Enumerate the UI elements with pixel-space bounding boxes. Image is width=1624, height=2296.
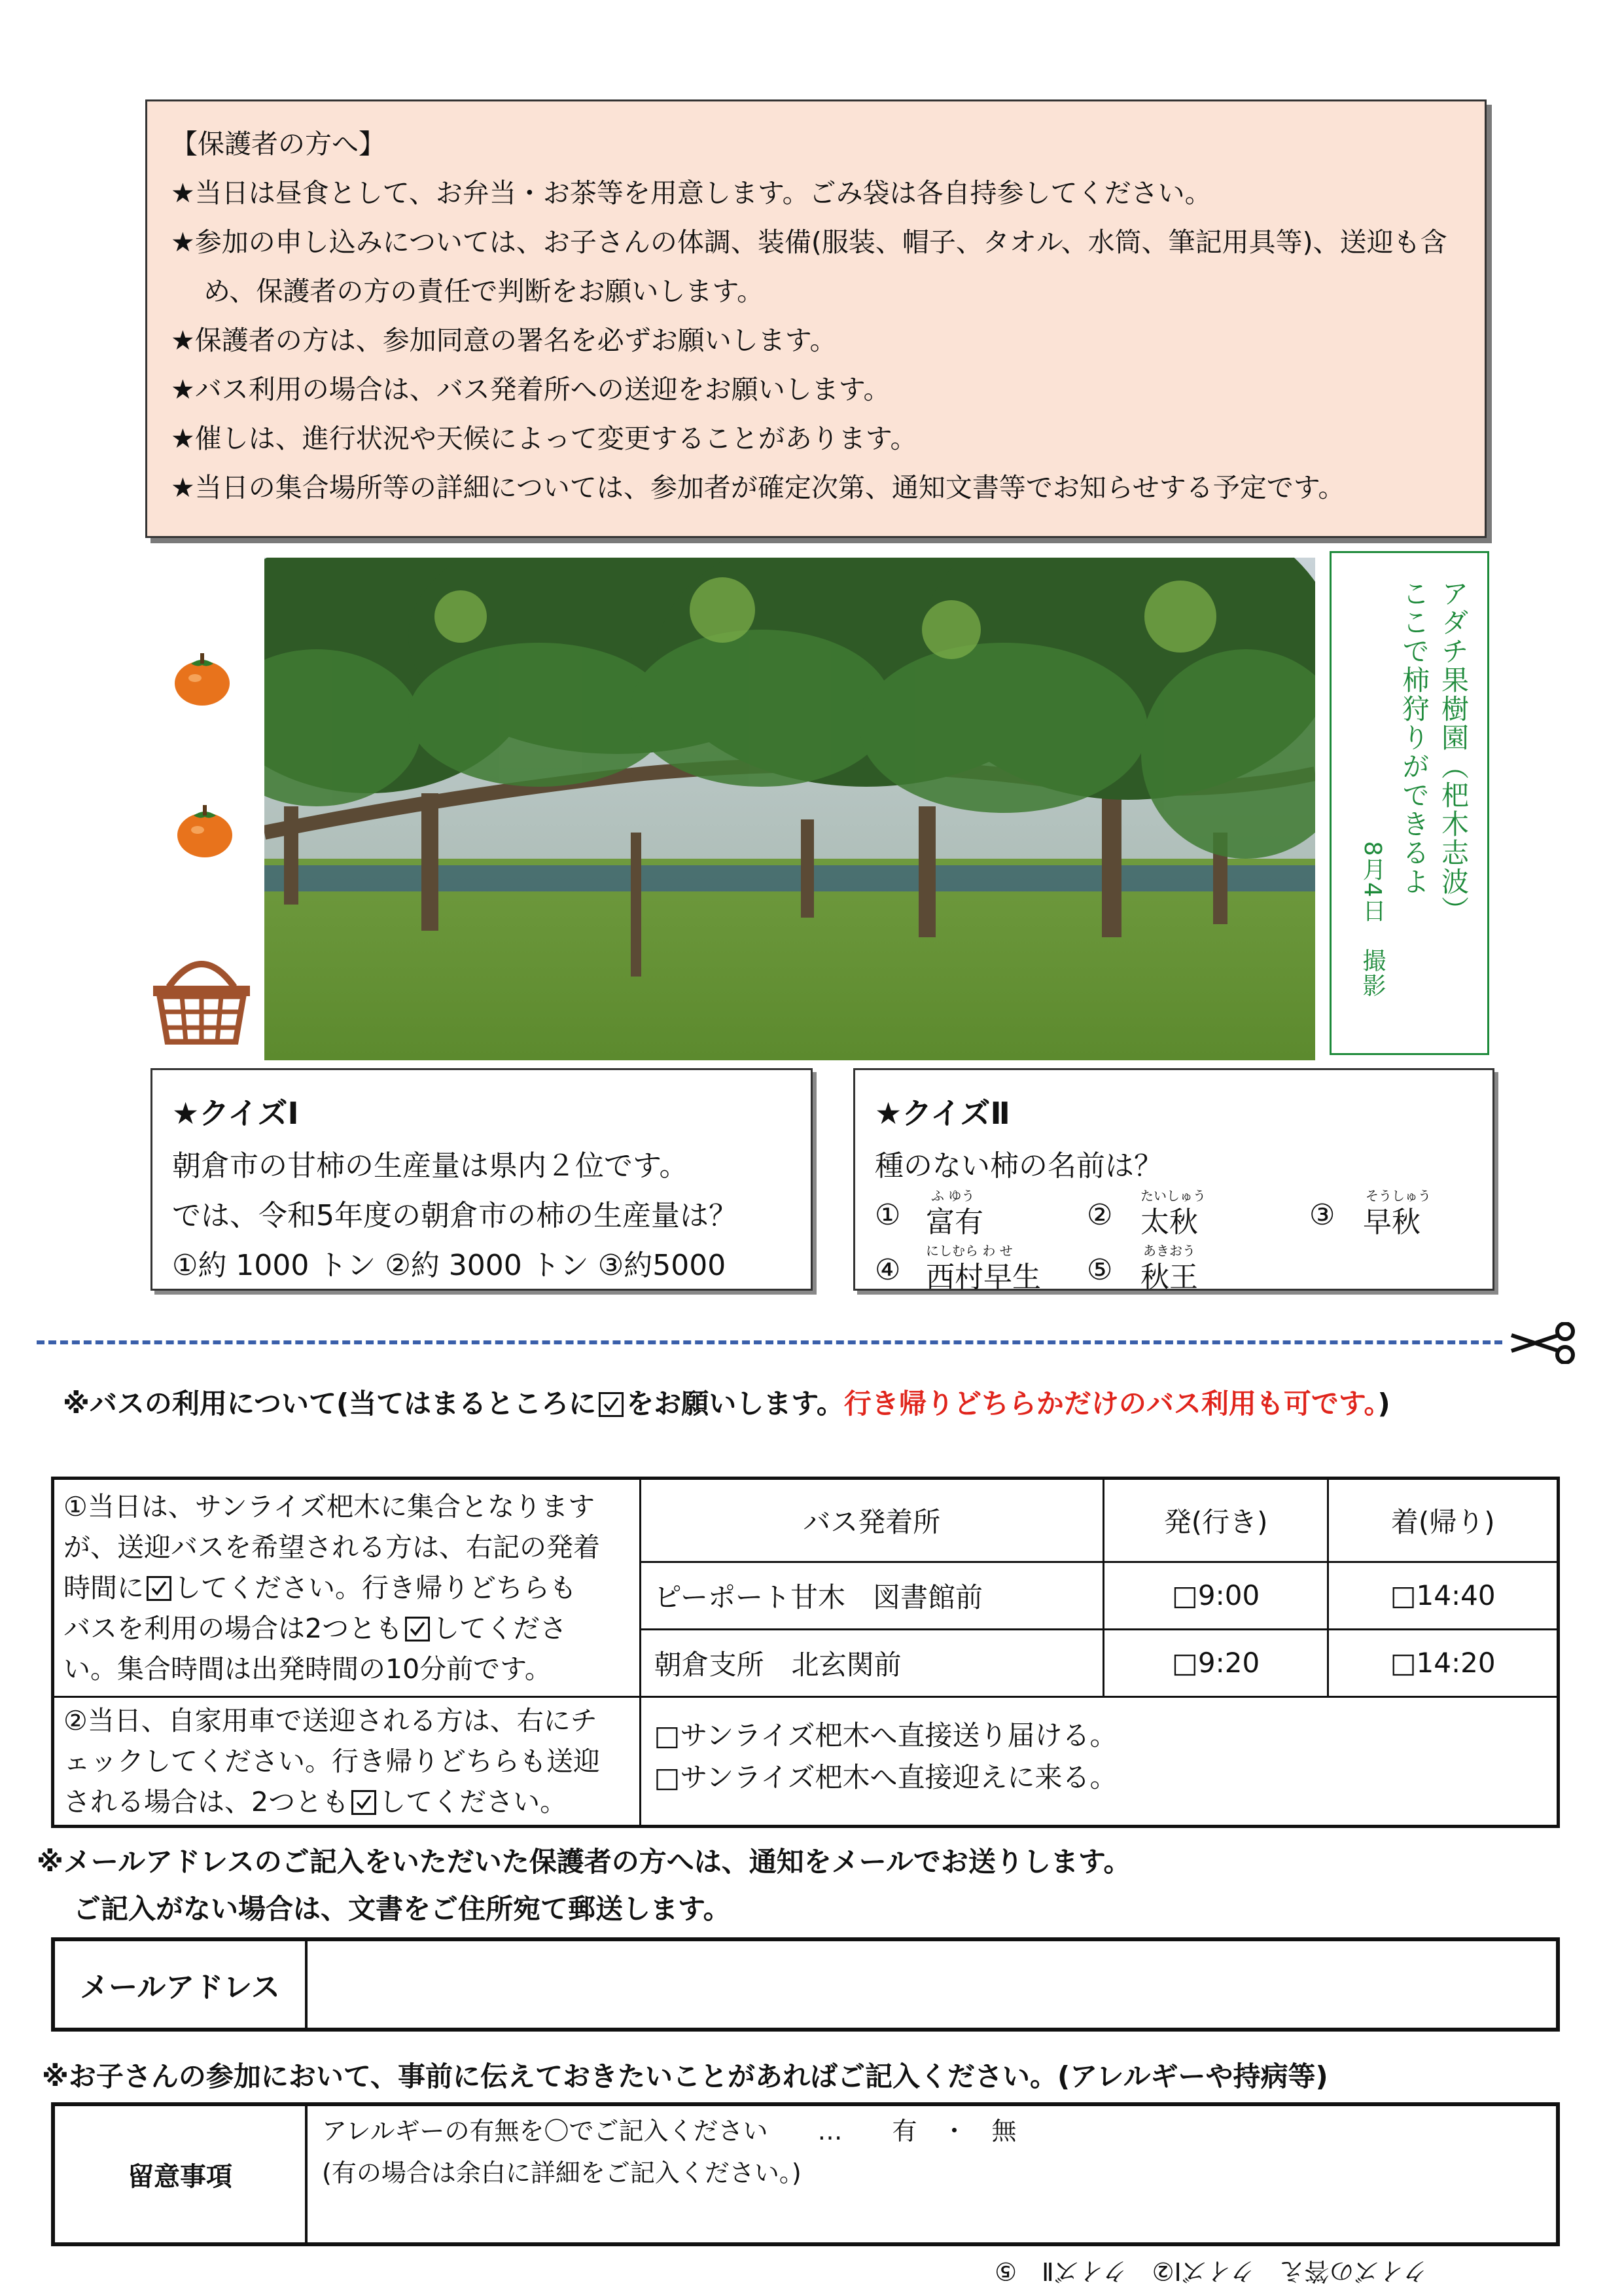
checkbox-checked-icon: [599, 1392, 624, 1417]
col-header-arrive: 着(帰り): [1328, 1479, 1559, 1562]
scissors-icon: [1508, 1322, 1580, 1364]
quiz-1-box: [150, 1068, 813, 1291]
instruction-text: 時間に: [63, 1572, 144, 1604]
instruction-line: ①当日は、サンライズ杷木に集合となります: [63, 1491, 595, 1522]
notes-table: [51, 2102, 1560, 2246]
ruby-text: にしむら わ せ: [926, 1243, 1013, 1259]
notice-line: ★参加の申し込みについては、お子さんの体調、装備(服装、帽子、タオル、水筒、筆記用具等)、送迎も含: [171, 226, 1447, 258]
quiz-1-line: 朝倉市の甘柿の生産量は県内２位です。: [172, 1149, 688, 1183]
quiz-2-option-name: 秋王: [1140, 1261, 1198, 1294]
notes-label: 留意事項: [53, 2104, 306, 2244]
ruby-text: そうしゅう: [1366, 1188, 1431, 1204]
quiz-2-option-num: ⑤: [1087, 1253, 1113, 1287]
notice-line: ★当日は昼食として、お弁当・お茶等を用意します。ごみ袋は各自持参してください。: [171, 177, 1212, 209]
quiz-2-option-name: 西村早生: [926, 1261, 1041, 1294]
quiz-2-option-num: ④: [875, 1253, 901, 1287]
allergy-question: アレルギーの有無を〇でご記入ください … 有 ・ 無: [322, 2117, 1017, 2145]
bus-heading-text: ): [1377, 1388, 1390, 1420]
instruction-line: [63, 1608, 630, 1649]
ruby-text: あきおう: [1143, 1243, 1195, 1259]
car-options-cell: [640, 1697, 1558, 1827]
instruction-text: してください。行き帰りどちらも: [174, 1572, 576, 1604]
instruction-line: [63, 1568, 630, 1608]
caption-line-1: アダチ果樹園（杷木志波）: [1438, 579, 1470, 925]
col-header-stop: バス発着所: [640, 1479, 1103, 1562]
allergy-instruction: (有の場合は余白に詳細をご記入ください。): [322, 2159, 802, 2187]
ruby-text: ふ ゆう: [931, 1188, 975, 1204]
checkbox-checked-icon: [147, 1576, 171, 1601]
notice-heading: 【保護者の方へ】: [171, 128, 385, 160]
quiz-1-options: ①約 1000 トン ②約 3000 トン ③約5000: [172, 1249, 726, 1282]
col-header-depart: 発(行き): [1103, 1479, 1328, 1562]
quiz-2-option-num: ②: [1087, 1198, 1113, 1232]
quiz-1-line: では、令和5年度の朝倉市の柿の生産量は？: [172, 1199, 737, 1232]
checkbox-checked-icon: [351, 1790, 376, 1815]
quiz-2-option-num: ③: [1309, 1198, 1335, 1232]
orchard-photo: [264, 558, 1315, 1060]
notice-line: ★保護者の方は、参加同意の署名を必ずお願いします。: [171, 325, 837, 356]
car-instruction-cell: [53, 1697, 641, 1827]
quiz-2-box: [853, 1068, 1494, 1294]
instruction-line: ②当日、自家用車で送迎される方は、右にチ: [63, 1705, 597, 1736]
quiz-2-option-num: ①: [875, 1198, 901, 1232]
instruction-text: してくださ: [432, 1613, 567, 1644]
persimmon-icon: [171, 648, 233, 709]
car-pickup-checkbox[interactable]: □サンライズ杷木へ直接迎えに来る。: [654, 1761, 1118, 1793]
bus-stop-name: 朝倉支所 北玄関前: [640, 1629, 1103, 1696]
depart-time-checkbox[interactable]: □9:00: [1103, 1562, 1328, 1629]
mail-note-2: ご記入がない場合は、文書をご住所宛て郵送します。: [73, 1893, 731, 1925]
persimmon-icon: [174, 800, 236, 861]
bus-heading: [63, 1382, 1390, 1422]
caption-line-3: 8月4日 撮影: [1359, 841, 1386, 998]
instruction-line: ェックしてください。行き帰りどちらも送迎: [63, 1746, 600, 1777]
bus-stop-name: ピーポート甘木 図書館前: [640, 1562, 1103, 1629]
quiz-answer-upside-down: クイズの答え クイズⅠ② クイズⅡ ⑤: [995, 2257, 1428, 2286]
notes-field[interactable]: [306, 2104, 1558, 2244]
notice-line: ★催しは、進行状況や天候によって変更することがあります。: [171, 423, 917, 454]
checkbox-checked-icon: [405, 1617, 430, 1641]
photo-caption: [1330, 551, 1489, 1055]
instruction-line: [63, 1782, 630, 1822]
mail-label: メールアドレス: [53, 1939, 306, 2030]
arrive-time-checkbox[interactable]: □14:20: [1328, 1629, 1559, 1696]
ruby-text: たいしゅう: [1140, 1188, 1206, 1204]
mail-address-field[interactable]: [306, 1939, 1558, 2030]
mail-note-1: ※メールアドレスのご記入をいただいた保護者の方へは、通知をメールでお送りします。: [37, 1846, 1131, 1878]
instruction-text: してください。: [379, 1786, 567, 1818]
bus-table: [51, 1477, 1560, 1828]
quiz-2-option-name: 太秋: [1140, 1206, 1198, 1239]
cut-line: [37, 1340, 1502, 1344]
quiz-1-title: ★クイズⅠ: [172, 1096, 299, 1131]
basket-icon: [149, 948, 254, 1045]
quiz-2-option-name: 富有: [926, 1206, 983, 1239]
bus-heading-text: ※バスの利用について(当てはまるところに: [63, 1388, 597, 1420]
mail-table: [51, 1937, 1560, 2032]
quiz-2-question: 種のない柿の名前は？: [875, 1149, 1163, 1183]
caption-line-2: ここで柿狩りができるよ: [1398, 579, 1430, 896]
bus-instruction-cell: [53, 1479, 641, 1697]
instruction-text: バスを利用の場合は2つとも: [63, 1613, 403, 1644]
instruction-line: が、送迎バスを希望される方は、右記の発着: [63, 1532, 600, 1563]
quiz-2-option-name: 早秋: [1363, 1206, 1421, 1239]
instruction-text: される場合は、2つとも: [63, 1786, 349, 1818]
instruction-line: い。集合時間は出発時間の10分前です。: [63, 1653, 552, 1685]
notice-line: ★当日の集合場所等の詳細については、参加者が確定次第、通知文書等でお知らせする予定です。: [171, 472, 1345, 503]
notice-line: め、保護者の方の責任で判断をお願いします。: [203, 276, 764, 307]
guardian-notice-box: [145, 99, 1487, 538]
arrive-time-checkbox[interactable]: □14:40: [1328, 1562, 1559, 1629]
depart-time-checkbox[interactable]: □9:20: [1103, 1629, 1328, 1696]
notes-heading: ※お子さんの参加において、事前に伝えておきたいことがあればご記入ください。(アレルギーや持病等): [42, 2060, 1328, 2092]
bus-heading-red: 行き帰りどちらかだけのバス利用も可です。: [843, 1388, 1378, 1420]
notice-line: ★バス利用の場合は、バス発着所への送迎をお願いします。: [171, 374, 891, 405]
quiz-2-title: ★クイズⅡ: [875, 1096, 1010, 1131]
bus-heading-text: をお願いします。: [626, 1388, 844, 1420]
car-dropoff-checkbox[interactable]: □サンライズ杷木へ直接送り届ける。: [654, 1719, 1118, 1751]
